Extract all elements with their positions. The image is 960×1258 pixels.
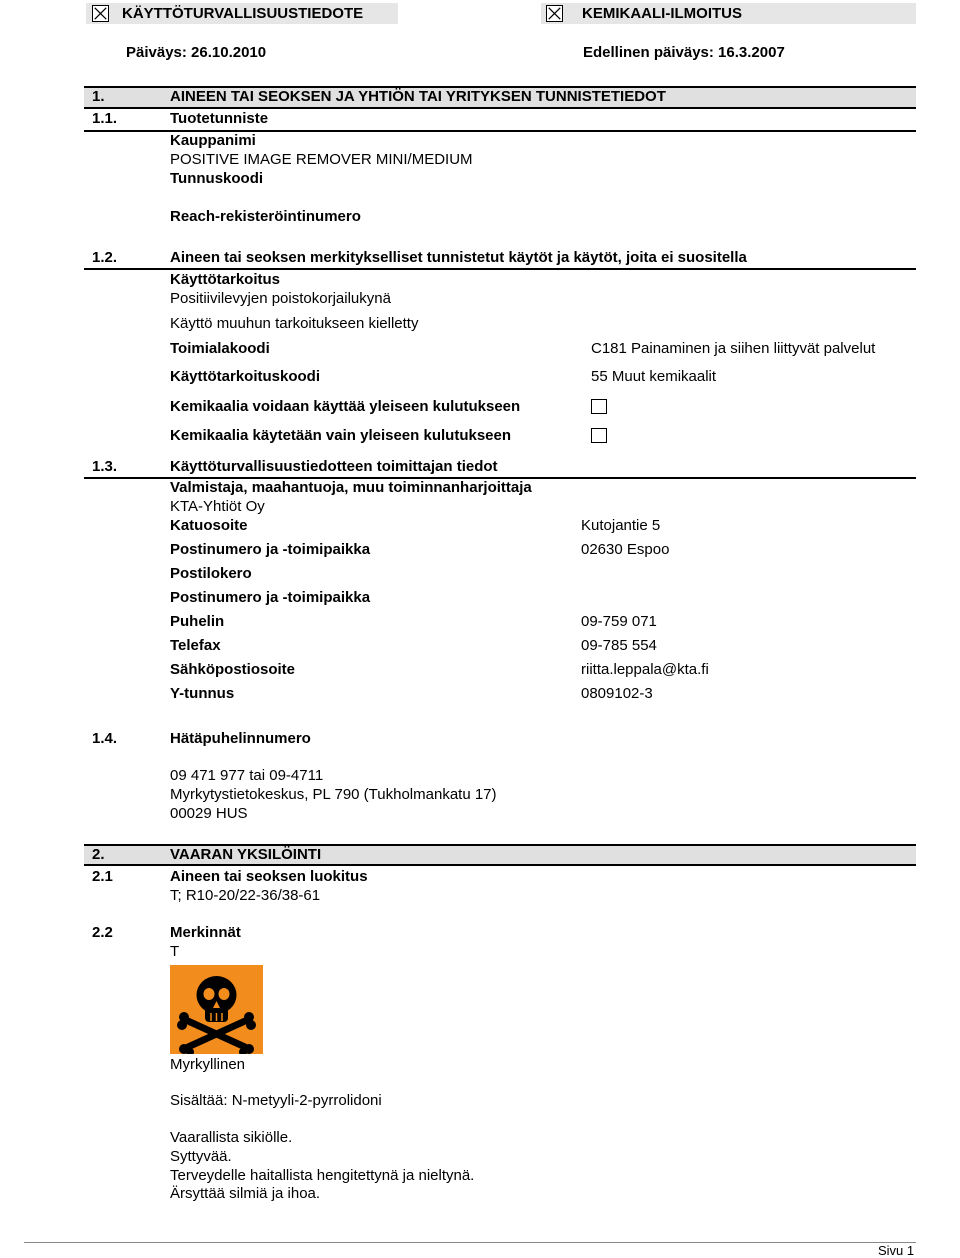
hazard-symbol-letter: T [170, 943, 180, 960]
consumer-only-checkbox[interactable] [591, 428, 607, 443]
supplier-name: KTA-Yhtiöt Oy [170, 498, 265, 515]
fax-value: 09-785 554 [581, 637, 657, 654]
consumer-only-label: Kemikaalia käytetään vain yleiseen kulutukseen [170, 427, 512, 444]
risk-phrase: Vaarallista sikiölle. [170, 1129, 293, 1146]
emergency-postal: 00029 HUS [170, 805, 248, 822]
usecode-label: Käyttötarkoituskoodi [170, 368, 321, 385]
use-forbidden: Käyttö muuhun tarkoitukseen kielletty [170, 315, 419, 332]
section-1-1-title: Tuotetunniste [170, 110, 269, 127]
section-2-1-title: Aineen tai seoksen luokitus [170, 868, 368, 885]
hazard-symbol-label: Myrkyllinen [170, 1056, 246, 1073]
use-label: Käyttötarkoitus [170, 271, 281, 288]
postal2-label: Postinumero ja -toimipaikka [170, 589, 371, 606]
section-2-1-number: 2.1 [92, 868, 113, 885]
phone-value: 09-759 071 [581, 613, 657, 630]
section-1-2-title: Aineen tai seoksen merkitykselliset tunnistetut käytöt ja käytöt, joita ei suositella [170, 249, 747, 266]
page-number: Sivu 1 [878, 1243, 915, 1258]
trade-name: POSITIVE IMAGE REMOVER MINI/MEDIUM [170, 151, 473, 168]
email-label: Sähköpostiosoite [170, 661, 296, 678]
skull-crossbones-icon [170, 965, 263, 1054]
section-2-number: 2. [92, 846, 105, 863]
doc-type-title: KÄYTTÖTURVALLISUUSTIEDOTE [122, 5, 364, 22]
postal-value: 02630 Espoo [581, 541, 670, 558]
risk-phrase: Terveydelle haitallista hengitettynä ja nieltynä. [170, 1167, 475, 1184]
risk-phrase: Syttyvää. [170, 1148, 232, 1165]
postal-label: Postinumero ja -toimipaikka [170, 541, 371, 558]
section-2-title: VAARAN YKSILÖINTI [170, 846, 322, 863]
emergency-center: Myrkytystietokeskus, PL 790 (Tukholmankatu 17) [170, 786, 497, 803]
usecode-value: 55 Muut kemikaalit [591, 368, 717, 385]
classification-value: T; R10-20/22-36/38-61 [170, 887, 321, 904]
previous-date: Edellinen päiväys: 16.3.2007 [583, 44, 785, 61]
address-label: Katuosoite [170, 517, 248, 534]
email-value[interactable]: riitta.leppala@kta.fi [581, 661, 709, 678]
ytunnus-label: Y-tunnus [170, 685, 235, 702]
section-1-number: 1. [92, 88, 105, 105]
section-2-2-number: 2.2 [92, 924, 113, 941]
use-value: Positiivilevyjen poistokorjailukynä [170, 290, 391, 307]
section-1-4-number: 1.4. [92, 730, 118, 747]
section-1-1-number: 1.1. [92, 110, 118, 127]
section-1-4-title: Hätäpuhelinnumero [170, 730, 311, 747]
footer-rule [24, 1242, 916, 1243]
checked-box-icon[interactable] [92, 5, 109, 22]
section-1-2-underline [84, 268, 916, 270]
contains-text: Sisältää: N-metyyli-2-pyrrolidoni [170, 1092, 382, 1109]
section-1-3-number: 1.3. [92, 458, 118, 475]
phone-label: Puhelin [170, 613, 225, 630]
address-value: Kutojantie 5 [581, 517, 661, 534]
trade-name-label: Kauppanimi [170, 132, 256, 149]
checked-box-icon[interactable] [546, 5, 563, 22]
industry-label: Toimialakoodi [170, 340, 270, 357]
section-1-2-number: 1.2. [92, 249, 118, 266]
consumer-allowed-checkbox[interactable] [591, 399, 607, 414]
fax-label: Telefax [170, 637, 221, 654]
pobox-label: Postilokero [170, 565, 252, 582]
code-label: Tunnuskoodi [170, 170, 264, 187]
risk-phrase: Ärsyttää silmiä ja ihoa. [170, 1185, 321, 1202]
reach-label: Reach-rekisteröintinumero [170, 208, 361, 225]
issue-date: Päiväys: 26.10.2010 [126, 44, 267, 61]
ytunnus-value: 0809102-3 [581, 685, 653, 702]
section-1-3-title: Käyttöturvallisuustiedotteen toimittajan tiedot [170, 458, 498, 475]
emergency-phone: 09 471 977 tai 09-4711 [170, 767, 324, 784]
supplier-label: Valmistaja, maahantuoja, muu toiminnanharjoittaja [170, 479, 532, 496]
chemical-notice-title: KEMIKAALI-ILMOITUS [582, 5, 742, 22]
section-2-2-title: Merkinnät [170, 924, 241, 941]
industry-value: C181 Painaminen ja siihen liittyvät palvelut [591, 340, 876, 357]
consumer-allowed-label: Kemikaalia voidaan käyttää yleiseen kulutukseen [170, 398, 521, 415]
section-1-title: AINEEN TAI SEOKSEN JA YHTIÖN TAI YRITYKSEN TUNNISTETIEDOT [170, 88, 666, 105]
